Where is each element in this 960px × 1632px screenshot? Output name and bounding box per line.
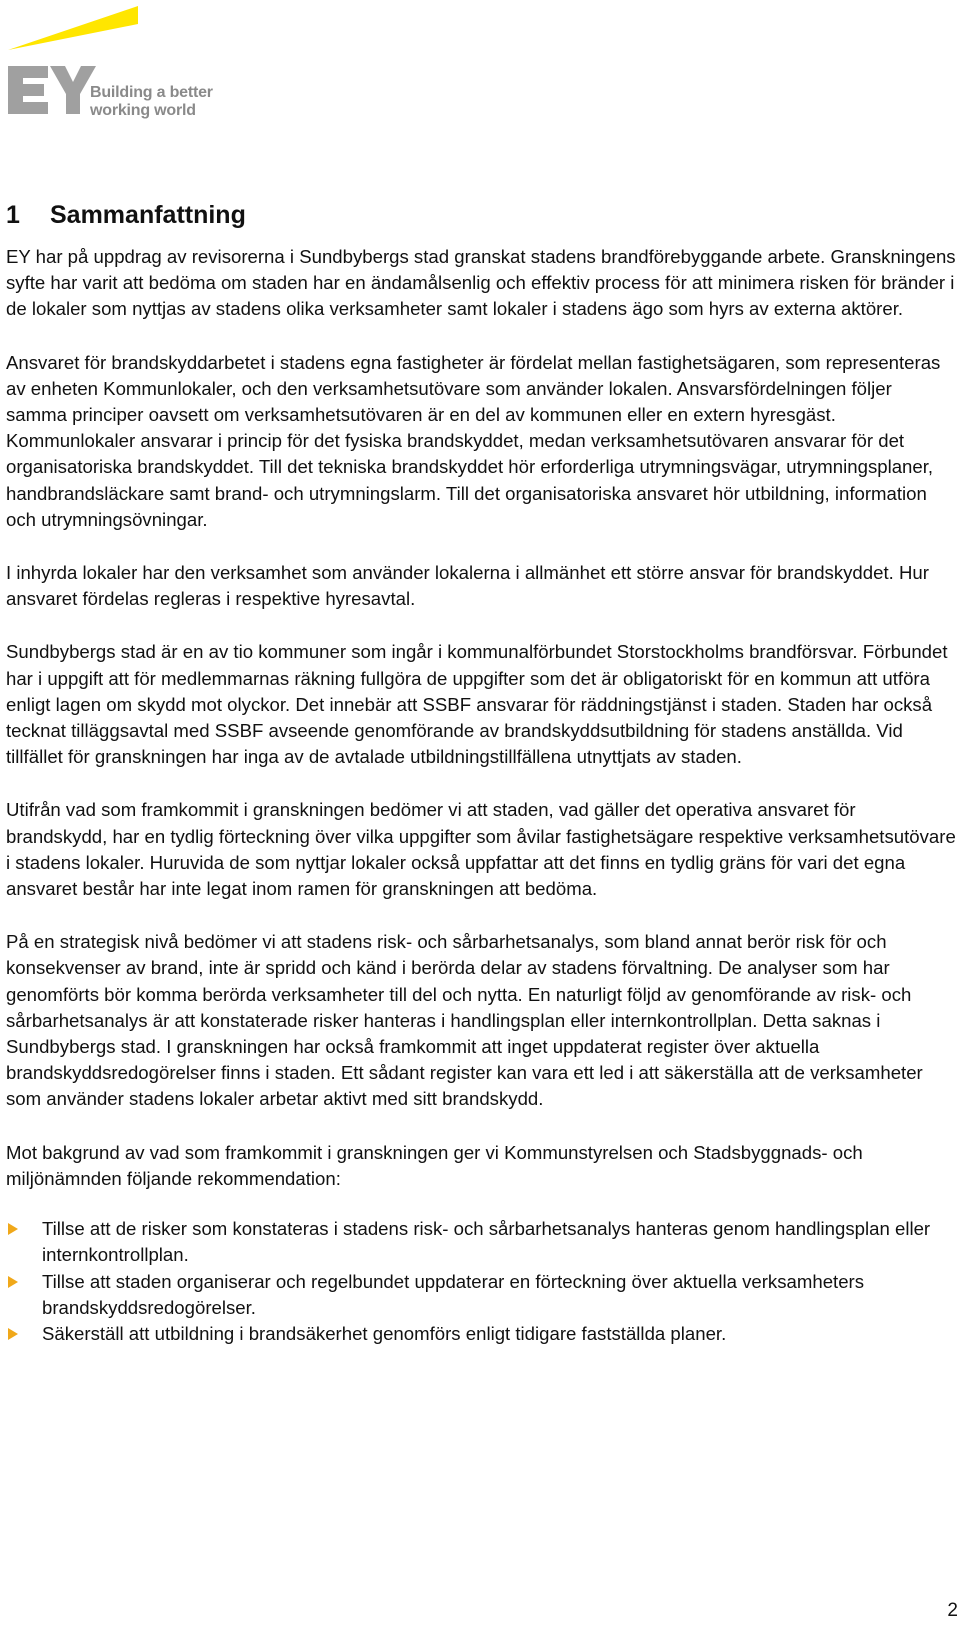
tagline-line2: working world — [90, 102, 196, 119]
paragraph-intro: EY har på uppdrag av revisorerna i Sundbybergs stad granskat stadens brandförebyggande arbete. Granskningens syfte har varit att bedöma om staden har en ändamålsenlig och effektiv process för att minimera risken för bränder i de lokaler som nyttjas av stadens olika verksamheter samt lokaler i stadens ägo som hyrs av externa aktörer. — [6, 246, 956, 320]
paragraph-assessment-operative: Utifrån vad som framkommit i granskningen bedömer vi att staden, vad gäller det operativa ansvaret för brandskydd, har en tydlig förteckning över vilka uppgifter som åvilar fastighetsägare respektive verksamhetsutövare i stadens lokaler. Huruvida de som nyttjar lokaler också uppfattar att det finns en tydlig gräns för vari det egna ansvaret består har inte legat inom ramen för granskningen att bedöma. — [6, 799, 956, 900]
page-number: 2 — [947, 1600, 958, 1621]
ey-tagline — [90, 84, 213, 120]
recommendation-text: Säkerställ att utbildning i brandsäkerhet genomförs enligt tidigare fastställda planer. — [42, 1322, 727, 1344]
section-heading — [6, 200, 956, 230]
bullet-triangle-icon — [8, 1328, 18, 1340]
ey-beam-shape — [8, 6, 138, 50]
recommendation-text: Tillse att de risker som konstateras i stadens risk- och sårbarhetsanalys hanteras genom handlingsplan eller internkontrollplan. — [42, 1218, 931, 1266]
section-title: Sammanfattning — [50, 201, 246, 229]
paragraph-assessment-strategic: På en strategisk nivå bedömer vi att stadens risk- och sårbarhetsanalys, som bland annat berör risk för och konsekvenser av brand, inte är spridd och känd i berörda delar av stadens förvaltning. De analyser som har genomförts bör komma berörda verksamheter till del och nytta. En naturligt följd av genomförande av risk- och sårbarhetsanalys är att konstaterade risker hanteras i handlingsplan eller internkontrollplan. Detta saknas i Sundbybergs stad. I granskningen har också framkommit att inget uppdaterat register över aktuella brandskyddsredogörelser finns i staden. Ett sådant register kan vara ett led i att säkerställa att de verksamheter som använder stadens lokaler arbetar aktivt med sitt brandskydd. — [6, 931, 923, 1110]
paragraph-responsibility: Ansvaret för brandskyddarbetet i stadens egna fastigheter är fördelat mellan fastighetsägaren, som representeras av enheten Kommunlokaler, och den verksamhetsutövare som använder lokalen. Ansvarsfördelningen följer samma principer oavsett om verksamhetsutövaren är en del av kommunen eller en extern hyresgäst. Kommunlokaler ansvarar i princip för det fysiska brandskyddet, medan verksamhetsutövaren ansvarar för det organisatoriska brandskyddet. Till det tekniska brandskyddet hör erforderliga utrymningsvägar, utrymningsplaner, handbrandsläckare samt brand- och utrymningslarm. Till det organisatoriska ansvaret hör utbildning, information och utrymningsövningar. — [6, 351, 941, 530]
document-body — [6, 200, 956, 1347]
ey-letter-e — [8, 66, 48, 114]
paragraph-rented-premises: I inhyrda lokaler har den verksamhet som använder lokalerna i allmänhet ett större ansvar för brandskyddet. Hur ansvaret fördelas regleras i respektive hyresavtal. — [6, 562, 929, 610]
recommendation-text: Tillse att staden organiserar och regelbundet uppdaterar en förteckning över aktuella verksamheters brandskyddsredogörelser. — [42, 1270, 865, 1318]
ey-logo — [6, 4, 226, 122]
recommendation-list — [6, 1216, 956, 1347]
tagline-line1: Building a better — [90, 84, 213, 101]
bullet-triangle-icon — [8, 1276, 18, 1288]
list-item — [6, 1216, 956, 1268]
paragraph-ssbf: Sundbybergs stad är en av tio kommuner som ingår i kommunalförbundet Storstockholms brandförsvar. Förbundet har i uppgift att för medlemmarnas räkning fullgöra de uppgifter som det är obligatoriskt för en kommun att utföra enligt lagen om skydd mot olyckor. Det innebär att SSBF ansvarar för räddningstjänst i staden. Staden har också tecknat tilläggsavtal med SSBF avseende genomförande av brandskyddsutbildning för stadens anställda. Vid tillfället för granskningen har inga av de avtalade utbildningstillfällena utnyttjats av staden. — [6, 641, 948, 768]
section-number: 1 — [6, 201, 20, 229]
list-item — [6, 1321, 956, 1347]
bullet-triangle-icon — [8, 1223, 18, 1235]
list-item — [6, 1269, 956, 1321]
paragraph-recommendation-intro: Mot bakgrund av vad som framkommit i granskningen ger vi Kommunstyrelsen och Stadsbyggnads- och miljönämnden följande rekommendation: — [6, 1141, 863, 1189]
